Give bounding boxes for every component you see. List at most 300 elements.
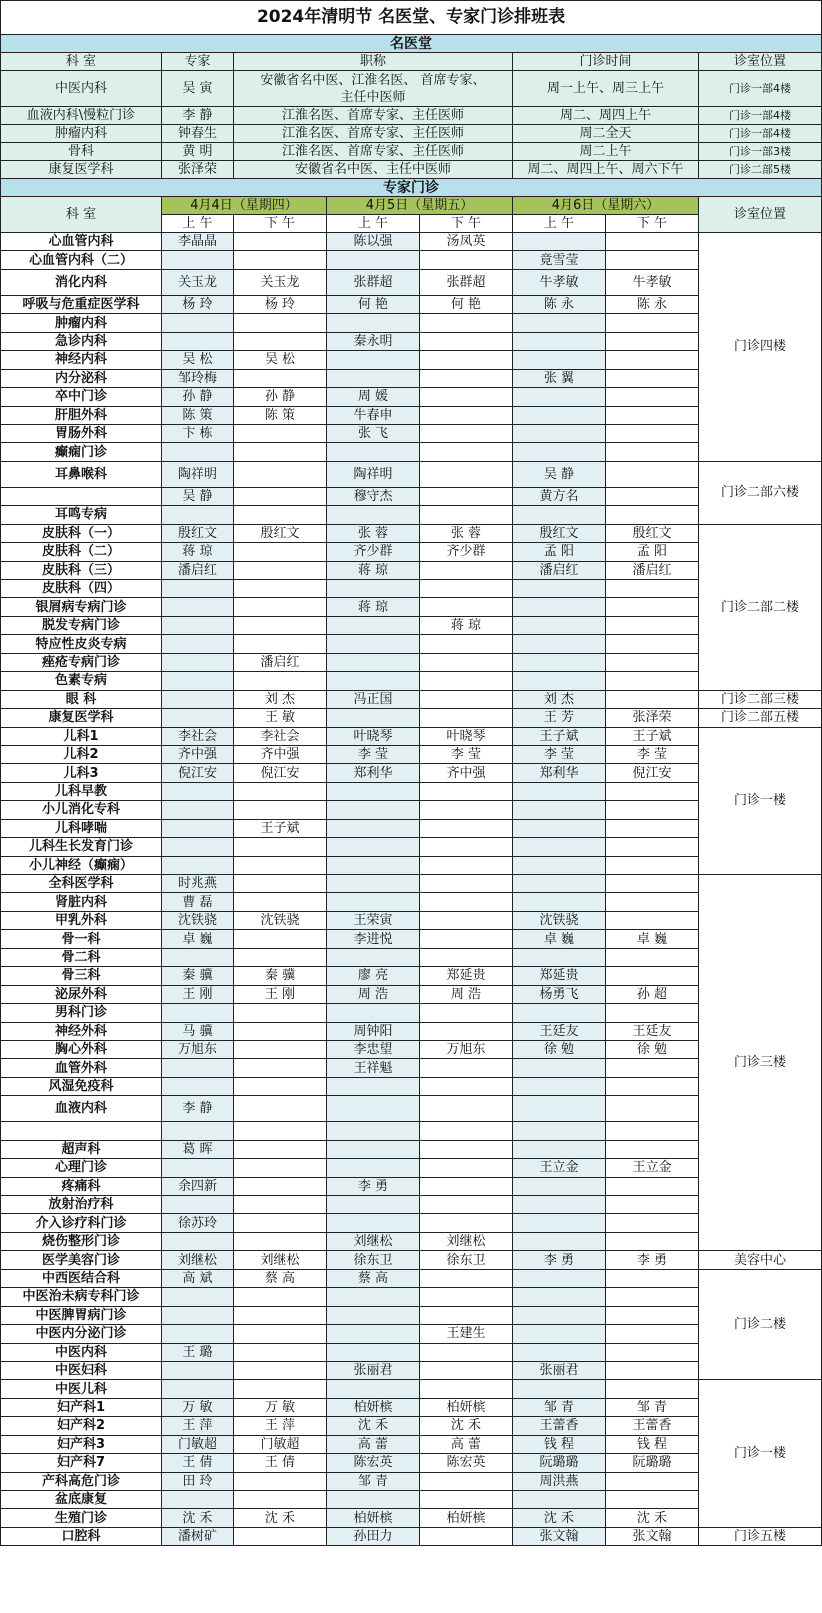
am-doctor: 王 倩 <box>162 1454 234 1472</box>
pm-doctor <box>234 461 327 487</box>
am-doctor: 张丽君 <box>513 1361 606 1379</box>
am-doctor: 郑利华 <box>513 764 606 782</box>
dept-name: 心血管内科 <box>1 233 162 251</box>
pm-doctor <box>234 1122 327 1140</box>
am-doctor <box>162 251 234 269</box>
page-title: 2024年清明节 名医堂、专家门诊排班表 <box>1 1 822 35</box>
mingyi-dept: 血液内科\慢粒门诊 <box>1 107 162 125</box>
am-doctor <box>513 856 606 874</box>
pm-doctor: 王 倩 <box>234 1454 327 1472</box>
pm-doctor: 徐东卫 <box>420 1251 513 1269</box>
pm-doctor <box>234 369 327 387</box>
am-doctor: 李 勇 <box>327 1177 420 1195</box>
pm-doctor <box>606 690 699 708</box>
pm-doctor <box>606 1077 699 1095</box>
pm-doctor <box>234 782 327 800</box>
dept-name: 中医内科 <box>1 1343 162 1361</box>
am-doctor: 李社会 <box>162 727 234 745</box>
am-doctor: 柏妍槟 <box>327 1398 420 1416</box>
pm-doctor: 孙 超 <box>606 985 699 1003</box>
pm-doctor <box>420 1491 513 1509</box>
am-doctor <box>513 672 606 690</box>
pm-doctor: 刘继松 <box>420 1232 513 1250</box>
am-doctor: 马 骥 <box>162 1022 234 1040</box>
mingyi-title: 安徽省名中医、江淮名医、 首席专家、 主任中医师 <box>234 71 513 107</box>
pm-doctor <box>606 1059 699 1077</box>
am-doctor: 李 莹 <box>513 745 606 763</box>
dept-name: 儿科2 <box>1 745 162 763</box>
am-doctor <box>513 893 606 911</box>
am-doctor: 王荣寅 <box>327 911 420 929</box>
am-doctor: 高 斌 <box>162 1269 234 1287</box>
pm-doctor <box>420 1004 513 1022</box>
pm-doctor <box>606 1122 699 1140</box>
pm-doctor <box>606 443 699 461</box>
am-doctor: 陶祥明 <box>162 461 234 487</box>
am-doctor: 王 萍 <box>162 1417 234 1435</box>
pm-doctor <box>606 1361 699 1379</box>
dept-name: 肝胆外科 <box>1 406 162 424</box>
mingyi-time: 周二、周四上午 <box>513 107 699 125</box>
pm-doctor: 沈 禾 <box>606 1509 699 1527</box>
dept-name: 痤疮专病门诊 <box>1 653 162 671</box>
am-doctor: 陈以强 <box>327 233 420 251</box>
pm-doctor <box>234 875 327 893</box>
mingyi-expert: 钟春生 <box>162 125 234 143</box>
pm-doctor: 吴 松 <box>234 351 327 369</box>
dept-name: 介入诊疗科门诊 <box>1 1214 162 1232</box>
header-date: 4月6日（星期六） <box>513 197 699 215</box>
pm-doctor <box>606 838 699 856</box>
pm-doctor: 刘 杰 <box>234 690 327 708</box>
dept-name: 特应性皮炎专病 <box>1 635 162 653</box>
am-doctor: 沈 禾 <box>327 1417 420 1435</box>
dept-name: 内分泌科 <box>1 369 162 387</box>
mingyi-dept: 中医内科 <box>1 71 162 107</box>
pm-doctor <box>234 1343 327 1361</box>
pm-doctor <box>420 443 513 461</box>
am-doctor <box>513 1288 606 1306</box>
dept-name: 妇产科3 <box>1 1435 162 1453</box>
pm-doctor: 陈 策 <box>234 406 327 424</box>
dept-name: 甲乳外科 <box>1 911 162 929</box>
dept-name: 呼吸与危重症医学科 <box>1 295 162 313</box>
am-doctor <box>327 948 420 966</box>
am-doctor <box>162 1380 234 1398</box>
am-doctor <box>327 893 420 911</box>
pm-doctor: 王 刚 <box>234 985 327 1003</box>
header-pm: 下 午 <box>420 215 513 233</box>
am-doctor <box>513 948 606 966</box>
pm-doctor <box>420 332 513 350</box>
pm-doctor: 周 浩 <box>420 985 513 1003</box>
pm-doctor <box>606 388 699 406</box>
pm-doctor <box>420 598 513 616</box>
am-doctor: 卞 栋 <box>162 424 234 442</box>
pm-doctor: 张泽荣 <box>606 709 699 727</box>
pm-doctor <box>420 782 513 800</box>
pm-doctor <box>234 1004 327 1022</box>
clinic-location: 门诊二部六楼 <box>699 461 822 524</box>
mingyi-location: 门诊一部3楼 <box>699 143 822 161</box>
pm-doctor <box>420 1343 513 1361</box>
pm-doctor: 孟 阳 <box>606 543 699 561</box>
pm-doctor <box>420 506 513 524</box>
am-doctor <box>327 580 420 598</box>
am-doctor: 郑利华 <box>327 764 420 782</box>
pm-doctor <box>606 1491 699 1509</box>
pm-doctor <box>234 598 327 616</box>
pm-doctor <box>234 1232 327 1250</box>
pm-doctor <box>606 369 699 387</box>
pm-doctor: 殷红文 <box>606 524 699 542</box>
pm-doctor <box>234 580 327 598</box>
am-doctor <box>513 506 606 524</box>
am-doctor <box>513 1196 606 1214</box>
am-doctor: 潘启红 <box>513 561 606 579</box>
am-doctor: 李忠望 <box>327 1040 420 1058</box>
am-doctor <box>327 314 420 332</box>
am-doctor: 周钟阳 <box>327 1022 420 1040</box>
am-doctor: 秦永明 <box>327 332 420 350</box>
pm-doctor <box>234 856 327 874</box>
dept-name: 消化内科 <box>1 269 162 295</box>
pm-doctor <box>606 616 699 634</box>
pm-doctor <box>420 1472 513 1490</box>
am-doctor: 刘继松 <box>162 1251 234 1269</box>
pm-doctor <box>606 351 699 369</box>
am-doctor: 陈 策 <box>162 406 234 424</box>
dept-name: 血液内科 <box>1 1096 162 1122</box>
clinic-location: 门诊一楼 <box>699 1380 822 1528</box>
pm-doctor <box>420 709 513 727</box>
pm-doctor <box>234 893 327 911</box>
am-doctor: 柏妍槟 <box>327 1509 420 1527</box>
dept-name: 卒中门诊 <box>1 388 162 406</box>
am-doctor: 吴 松 <box>162 351 234 369</box>
am-doctor: 冯正国 <box>327 690 420 708</box>
am-doctor: 周洪燕 <box>513 1472 606 1490</box>
pm-doctor <box>420 911 513 929</box>
clinic-location: 美容中心 <box>699 1251 822 1269</box>
pm-doctor <box>606 1096 699 1122</box>
header-expert: 专家 <box>162 53 234 71</box>
am-doctor: 黄方名 <box>513 487 606 505</box>
dept-name: 生殖门诊 <box>1 1509 162 1527</box>
pm-doctor <box>606 635 699 653</box>
pm-doctor <box>420 856 513 874</box>
am-doctor <box>327 1004 420 1022</box>
pm-doctor <box>420 672 513 690</box>
dept-name <box>1 1122 162 1140</box>
am-doctor <box>162 1122 234 1140</box>
dept-name: 盆底康复 <box>1 1491 162 1509</box>
am-doctor <box>327 875 420 893</box>
pm-doctor <box>420 1306 513 1324</box>
am-doctor <box>513 1343 606 1361</box>
am-doctor: 张 蓉 <box>327 524 420 542</box>
am-doctor: 沈铁骁 <box>513 911 606 929</box>
pm-doctor <box>606 1306 699 1324</box>
am-doctor <box>513 801 606 819</box>
pm-doctor <box>420 635 513 653</box>
pm-doctor <box>420 580 513 598</box>
pm-doctor <box>420 1380 513 1398</box>
pm-doctor <box>606 1232 699 1250</box>
pm-doctor: 王蕾香 <box>606 1417 699 1435</box>
am-doctor <box>162 314 234 332</box>
am-doctor <box>513 233 606 251</box>
dept-name: 中医内分泌门诊 <box>1 1325 162 1343</box>
dept-name: 妇产科7 <box>1 1454 162 1472</box>
header-date: 4月5日（星期五） <box>327 197 513 215</box>
am-doctor <box>513 782 606 800</box>
am-doctor <box>513 443 606 461</box>
dept-name: 中西医结合科 <box>1 1269 162 1287</box>
pm-doctor <box>420 487 513 505</box>
am-doctor <box>513 653 606 671</box>
pm-doctor <box>606 406 699 424</box>
am-doctor <box>513 1214 606 1232</box>
am-doctor <box>327 1214 420 1232</box>
am-doctor: 沈 禾 <box>162 1509 234 1527</box>
am-doctor: 牛春申 <box>327 406 420 424</box>
pm-doctor: 徐 勉 <box>606 1040 699 1058</box>
mingyi-location: 门诊一部4楼 <box>699 125 822 143</box>
am-doctor: 陈 永 <box>513 295 606 313</box>
mingyi-location: 门诊一部4楼 <box>699 107 822 125</box>
pm-doctor: 沈 禾 <box>420 1417 513 1435</box>
pm-doctor <box>606 251 699 269</box>
pm-doctor <box>420 1288 513 1306</box>
am-doctor <box>162 1491 234 1509</box>
dept-name: 色素专病 <box>1 672 162 690</box>
dept-name: 骨三科 <box>1 967 162 985</box>
pm-doctor <box>234 1527 327 1545</box>
clinic-location: 门诊二楼 <box>699 1269 822 1380</box>
am-doctor: 杨 玲 <box>162 295 234 313</box>
am-doctor: 蔡 高 <box>327 1269 420 1287</box>
pm-doctor <box>606 672 699 690</box>
pm-doctor: 陈宏英 <box>420 1454 513 1472</box>
am-doctor <box>162 1325 234 1343</box>
am-doctor <box>327 616 420 634</box>
mingyi-expert: 李 静 <box>162 107 234 125</box>
dept-name: 儿科生长发育门诊 <box>1 838 162 856</box>
am-doctor <box>327 351 420 369</box>
pm-doctor <box>234 561 327 579</box>
pm-doctor <box>606 332 699 350</box>
am-doctor <box>513 1059 606 1077</box>
am-doctor: 李 静 <box>162 1096 234 1122</box>
pm-doctor <box>606 653 699 671</box>
am-doctor <box>327 709 420 727</box>
pm-doctor <box>606 819 699 837</box>
am-doctor <box>327 369 420 387</box>
am-doctor <box>327 1140 420 1158</box>
am-doctor <box>513 819 606 837</box>
am-doctor <box>162 1232 234 1250</box>
pm-doctor <box>420 893 513 911</box>
dept-name: 放射治疗科 <box>1 1196 162 1214</box>
am-doctor <box>513 875 606 893</box>
am-doctor: 周 媛 <box>327 388 420 406</box>
pm-doctor <box>420 388 513 406</box>
am-doctor: 邹玲梅 <box>162 369 234 387</box>
dept-name: 妇产科1 <box>1 1398 162 1416</box>
dept-name: 心理门诊 <box>1 1159 162 1177</box>
am-doctor: 王 芳 <box>513 709 606 727</box>
clinic-location: 门诊三楼 <box>699 875 822 1251</box>
am-doctor <box>513 1491 606 1509</box>
am-doctor: 沈 禾 <box>513 1509 606 1527</box>
pm-doctor: 孙 静 <box>234 388 327 406</box>
pm-doctor: 李 莹 <box>606 745 699 763</box>
pm-doctor <box>420 1159 513 1177</box>
pm-doctor <box>234 1159 327 1177</box>
pm-doctor <box>606 233 699 251</box>
am-doctor <box>162 948 234 966</box>
pm-doctor: 刘继松 <box>234 1251 327 1269</box>
dept-name: 血管外科 <box>1 1059 162 1077</box>
am-doctor <box>162 1361 234 1379</box>
am-doctor: 王 刚 <box>162 985 234 1003</box>
dept-name: 中医脾胃病门诊 <box>1 1306 162 1324</box>
am-doctor: 蒋 琼 <box>162 543 234 561</box>
pm-doctor <box>234 930 327 948</box>
am-doctor: 孙 静 <box>162 388 234 406</box>
mingyi-time: 周二上午 <box>513 143 699 161</box>
dept-name: 全科医学科 <box>1 875 162 893</box>
pm-doctor <box>234 1040 327 1058</box>
pm-doctor <box>606 461 699 487</box>
am-doctor: 郑延贵 <box>513 967 606 985</box>
am-doctor: 殷红文 <box>513 524 606 542</box>
pm-doctor <box>234 1361 327 1379</box>
am-doctor <box>513 1004 606 1022</box>
am-doctor <box>513 1177 606 1195</box>
pm-doctor <box>606 487 699 505</box>
pm-doctor <box>420 948 513 966</box>
am-doctor <box>513 1232 606 1250</box>
dept-name: 心血管内科（二） <box>1 251 162 269</box>
pm-doctor <box>234 1306 327 1324</box>
am-doctor <box>162 635 234 653</box>
dept-name: 中医妇科 <box>1 1361 162 1379</box>
pm-doctor <box>606 967 699 985</box>
am-doctor <box>162 616 234 634</box>
mingyi-dept: 骨科 <box>1 143 162 161</box>
header-am: 上 午 <box>162 215 234 233</box>
am-doctor <box>162 709 234 727</box>
pm-doctor <box>420 1361 513 1379</box>
am-doctor: 竟雪莹 <box>513 251 606 269</box>
am-doctor: 殷红文 <box>162 524 234 542</box>
am-doctor: 张 翼 <box>513 369 606 387</box>
clinic-location: 门诊二部三楼 <box>699 690 822 708</box>
am-doctor <box>162 1059 234 1077</box>
pm-doctor <box>234 1196 327 1214</box>
pm-doctor <box>606 598 699 616</box>
pm-doctor <box>606 948 699 966</box>
am-doctor: 李 勇 <box>513 1251 606 1269</box>
pm-doctor <box>606 580 699 598</box>
pm-doctor: 秦 骥 <box>234 967 327 985</box>
pm-doctor <box>420 1077 513 1095</box>
pm-doctor: 倪江安 <box>606 764 699 782</box>
pm-doctor <box>234 1059 327 1077</box>
pm-doctor <box>606 1177 699 1195</box>
pm-doctor <box>420 875 513 893</box>
am-doctor: 邹 青 <box>513 1398 606 1416</box>
am-doctor <box>513 1122 606 1140</box>
header-am: 上 午 <box>327 215 420 233</box>
am-doctor <box>327 782 420 800</box>
mingyi-title: 江淮名医、首席专家、主任医师 <box>234 143 513 161</box>
dept-name: 皮肤科（三） <box>1 561 162 579</box>
am-doctor: 徐苏玲 <box>162 1214 234 1232</box>
pm-doctor <box>234 543 327 561</box>
pm-doctor: 王子斌 <box>606 727 699 745</box>
am-doctor <box>513 388 606 406</box>
pm-doctor: 齐中强 <box>420 764 513 782</box>
pm-doctor: 杨 玲 <box>234 295 327 313</box>
am-doctor <box>162 580 234 598</box>
dept-name: 泌尿外科 <box>1 985 162 1003</box>
pm-doctor: 蔡 高 <box>234 1269 327 1287</box>
am-doctor <box>513 635 606 653</box>
pm-doctor <box>606 1288 699 1306</box>
am-doctor <box>327 251 420 269</box>
am-doctor <box>513 1096 606 1122</box>
am-doctor <box>327 635 420 653</box>
pm-doctor: 钱 程 <box>606 1435 699 1453</box>
pm-doctor <box>420 1269 513 1287</box>
mingyi-title: 江淮名医、首席专家、主任医师 <box>234 125 513 143</box>
am-doctor: 王立金 <box>513 1159 606 1177</box>
am-doctor: 邹 青 <box>327 1472 420 1490</box>
pm-doctor: 张 蓉 <box>420 524 513 542</box>
am-doctor <box>327 1491 420 1509</box>
am-doctor <box>162 1288 234 1306</box>
am-doctor <box>327 1288 420 1306</box>
clinic-location: 门诊二部二楼 <box>699 524 822 690</box>
am-doctor: 王廷友 <box>513 1022 606 1040</box>
pm-doctor <box>420 838 513 856</box>
dept-name: 中医儿科 <box>1 1380 162 1398</box>
am-doctor <box>162 598 234 616</box>
pm-doctor <box>606 856 699 874</box>
dept-name: 风湿免疫科 <box>1 1077 162 1095</box>
am-doctor: 王蕾香 <box>513 1417 606 1435</box>
am-doctor <box>162 1004 234 1022</box>
pm-doctor <box>234 443 327 461</box>
am-doctor <box>327 1077 420 1095</box>
header-am: 上 午 <box>513 215 606 233</box>
pm-doctor <box>420 369 513 387</box>
pm-doctor: 牛孝敏 <box>606 269 699 295</box>
am-doctor: 潘树矿 <box>162 1527 234 1545</box>
header-pm: 下 午 <box>606 215 699 233</box>
pm-doctor <box>420 801 513 819</box>
pm-doctor <box>606 1214 699 1232</box>
pm-doctor: 卓 巍 <box>606 930 699 948</box>
am-doctor <box>513 424 606 442</box>
am-doctor <box>327 819 420 837</box>
dept-name: 口腔科 <box>1 1527 162 1545</box>
pm-doctor <box>234 1325 327 1343</box>
pm-doctor: 门敏超 <box>234 1435 327 1453</box>
